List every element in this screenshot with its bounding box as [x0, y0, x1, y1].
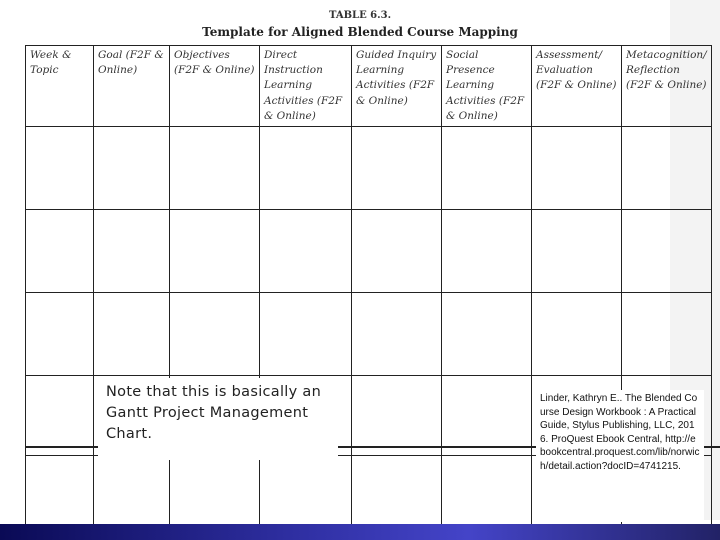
table-cell — [170, 127, 260, 210]
middle-divider-line — [338, 446, 536, 448]
table-cell — [622, 210, 712, 293]
table-cell — [622, 293, 712, 376]
table-cell — [352, 456, 442, 529]
column-header-week-topic: Week & Topic — [26, 46, 94, 127]
table-cell — [352, 127, 442, 210]
table-cell — [26, 456, 94, 529]
table-cell — [442, 210, 532, 293]
table-cell — [26, 127, 94, 210]
table-cell — [170, 456, 260, 529]
column-header-direct-instruction: Direct Instruction Learning Activities (F2F & Online) — [260, 46, 352, 127]
table-row — [26, 293, 712, 376]
table-cell — [26, 376, 94, 456]
table-cell — [94, 293, 170, 376]
table-cell — [442, 376, 532, 456]
table-cell — [26, 293, 94, 376]
column-header-guided-inquiry: Guided Inquiry Learning Activities (F2F & Online) — [352, 46, 442, 127]
table-cell — [26, 210, 94, 293]
table-cell — [260, 210, 352, 293]
right-divider-line — [704, 446, 720, 448]
gantt-note-textbox: Note that this is basically an Gantt Project Management Chart. — [98, 378, 338, 460]
table-cell — [260, 127, 352, 210]
table-cell — [352, 376, 442, 456]
table-cell — [260, 293, 352, 376]
table-cell — [94, 210, 170, 293]
table-cell — [352, 293, 442, 376]
table-cell — [532, 293, 622, 376]
table-cell — [622, 127, 712, 210]
table-title: Template for Aligned Blended Course Mapping — [202, 25, 518, 39]
table-row — [26, 210, 712, 293]
table-cell — [170, 293, 260, 376]
table-cell — [94, 127, 170, 210]
table-cell — [532, 210, 622, 293]
table-number-label: TABLE 6.3. — [328, 10, 392, 21]
citation-textbox: Linder, Kathryn E.. The Blended Course Design Workbook : A Practical Guide, Stylus Publishing, LLC, 2016. ProQuest Ebook Central, http://ebookcentral.proquest.com/lib/norwich/detail.action?docID=4741215. — [536, 390, 704, 522]
table-row — [26, 127, 712, 210]
table-cell — [260, 456, 352, 529]
left-divider-line — [25, 446, 98, 448]
table-cell — [442, 293, 532, 376]
column-header-social-presence: Social Presence Learning Activities (F2F & Online) — [442, 46, 532, 127]
column-header-objectives: Objectives (F2F & Online) — [170, 46, 260, 127]
table-cell — [94, 456, 170, 529]
table-cell — [170, 210, 260, 293]
slide-footer-bar — [0, 524, 720, 540]
table-header-row — [26, 46, 712, 127]
column-header-goal: Goal (F2F & Online) — [94, 46, 170, 127]
table-cell — [442, 127, 532, 210]
column-header-metacognition: Metacognition/ Reflection (F2F & Online) — [622, 46, 712, 127]
table-cell — [442, 456, 532, 529]
column-header-assessment: Assessment/ Evaluation (F2F & Online) — [532, 46, 622, 127]
table-cell — [352, 210, 442, 293]
table-cell — [532, 127, 622, 210]
